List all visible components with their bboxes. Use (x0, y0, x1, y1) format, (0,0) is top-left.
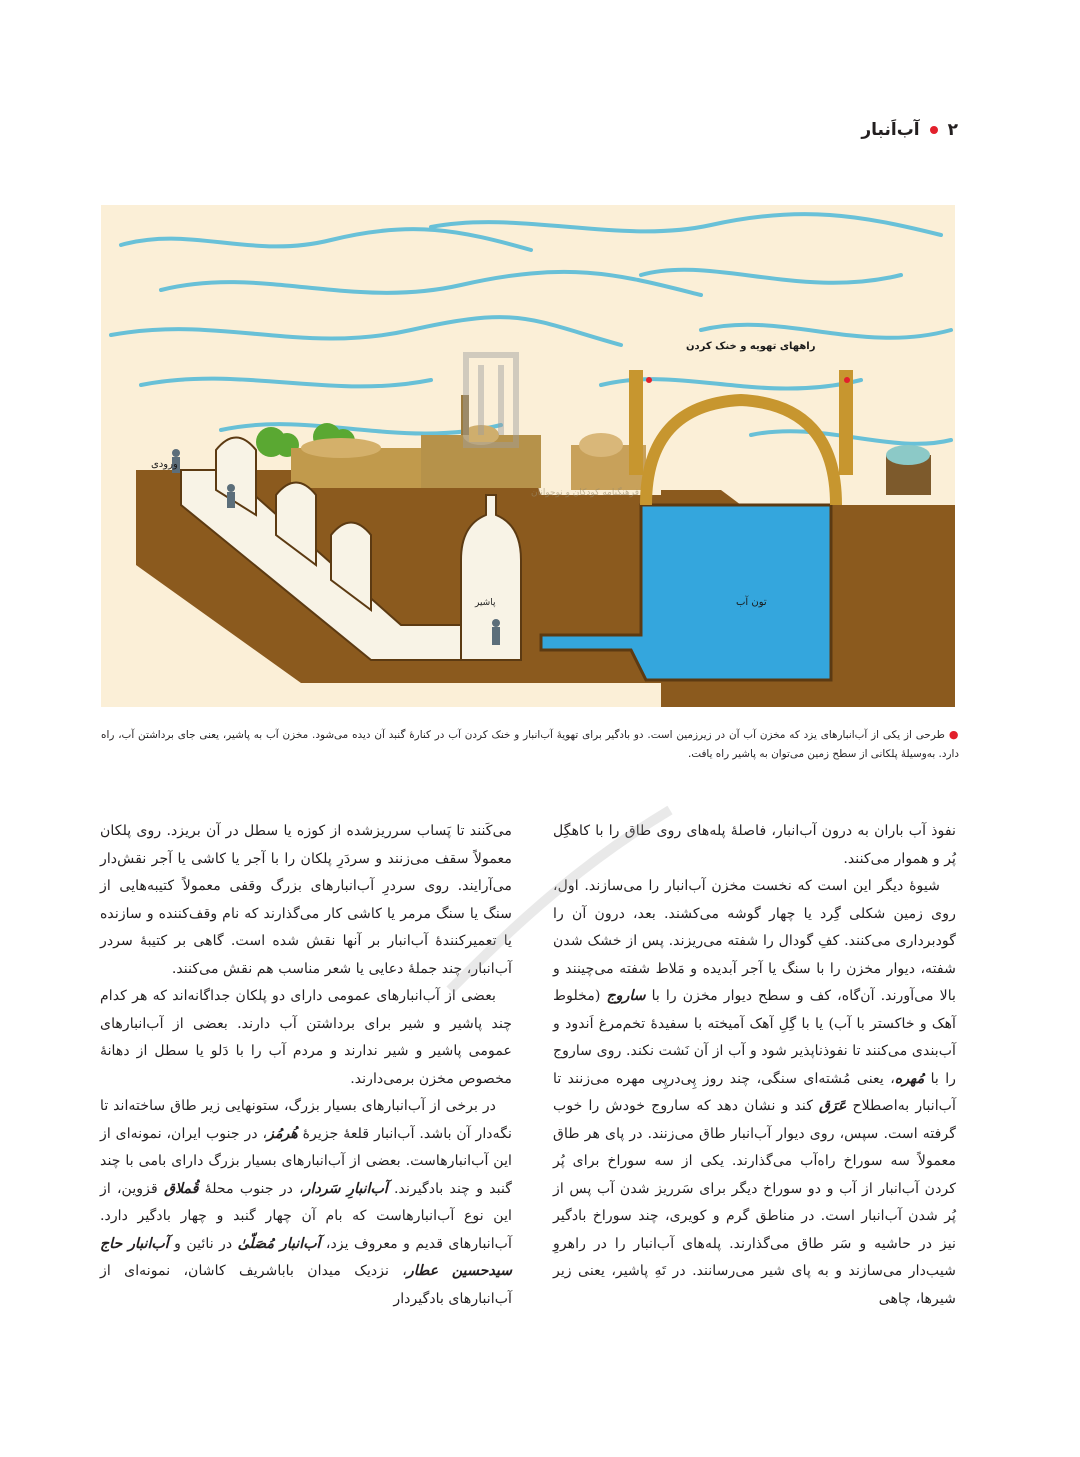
chapter-title: آب‌اَنبار (861, 120, 920, 140)
dome-arch (646, 400, 836, 505)
wind-catcher-right (839, 370, 853, 475)
caption-bullet-icon: ● (948, 728, 959, 741)
red-bullet-icon (930, 126, 938, 134)
ventilation-dot (646, 377, 652, 383)
paragraph: در برخی از آب‌انبارهای بسیار بزرگ، ستونهایی زیر طاق ساخته‌اند تا نگه‌دار آن باشد. آب‌انبار قلعهٔ جزیرهٔ هُرمُز، در جنوب ایران، نمونه‌ای از این آب‌انبارهاست. بعضی از آب‌انبارهای بسیار بزرگ دارای بامی با چند گنبد و چند بادگیرند. آب‌انبارِ سَردار، در جنوب محلهٔ قُملاق قزوین، از این نوع آب‌انبارهاست که بام آن چهار گنبد و چهار بادگیر دارد. آب‌انبارهای قدیم و معروف یزد، آب‌انبار مُصَلّیٰ در نائین و آب‌انبار حاج سیدحسین عطار، نزدیک میدان باباشریف کاشان، نمونه‌ای از آب‌انبارهای بادگیر‌دار (100, 1098, 513, 1307)
label-ventilation: راههای تهویه و خنک کردن (686, 341, 816, 352)
highlight-term: هُرمُز (267, 1125, 298, 1142)
highlight-term: آب‌انبارِ سَردار (303, 1180, 388, 1197)
figure-caption (101, 725, 959, 764)
highlight-term: قُملاق (163, 1180, 199, 1197)
wind-catcher-left (629, 370, 643, 475)
paragraph: می‌کَنند تا پَساب سرریزشده از کوزه یا سطل در آن بریزد. روی پلکان معمولاً سقف می‌زنند و سردَرِ پلکان را با آجر یا کاشی یا آجر نقش‌دار می‌آرایند. روی سردرِ آب‌انبارهای بزرگ وقفی معمولاً کتیبه‌هایی از سنگ یا سنگ مرمر یا کاشی کار می‌گذارند که نام وقف‌کننده و سازنده یا تعمیرکنندهٔ آب‌انبار بر آنها نقش شده است. گاهی بر کتیبهٔ سردر آب‌انبار، چند جملهٔ دعایی یا شعر مناسب هم نقش می‌کنند. (100, 823, 512, 977)
highlight-term: مُهره (894, 1070, 925, 1087)
right-column (553, 818, 956, 1313)
highlight-term: ساروج (606, 988, 646, 1004)
label-water-body: تون آب (736, 597, 767, 608)
left-column (100, 818, 512, 1313)
highlight-term: عَرَق (819, 1098, 847, 1114)
paragraph: بعضی از آب‌انبارهای عمومی دارای دو پلکان جداگانه‌اند که هر کدام چند پاشیر و شیر برای برداشتن آب دارند. بعضی از آب‌انبارهای عمومی پاشیر و شیر ندارند و مردم آب را با دَلو یا سطل از دهانهٔ مخصوص مخزن برمی‌دارند. (100, 988, 512, 1087)
label-pashir: پاشیر (475, 598, 496, 608)
page-number: ۲ (947, 120, 958, 140)
label-entrance: ورودی (151, 459, 178, 470)
figure-watermark-text: فرهنگنامه کودکان و نوجوانان (531, 488, 640, 498)
highlight-term: آب‌انبار مُصَلّیٰ (237, 1235, 321, 1252)
page-header (861, 120, 958, 140)
ab-anbar-cross-section-figure (101, 205, 955, 707)
figure-illustration (101, 205, 955, 707)
wind-swirls (111, 214, 951, 444)
ventilation-dot (844, 377, 850, 383)
highlight-term: آب‌انبار حاج سیدحسین عطار (100, 1235, 513, 1279)
paragraph: شیوهٔ دیگر این است که نخست مخزن آب‌انبار را می‌سازند. اول، روی زمین شکلی گِرد یا چهار گوشه می‌کشند. بعد، درون آن را گودبرداری می‌کنند. کفِ گودال را شفته می‌ریزند. پس از خشک شدن شفته، دیوار مخزن را با سنگ یا آجر آبدیده و مَلاط شفته می‌چینند و بالا می‌آورند. آن‌گاه، کف و سطح دیوار مخزن را با ساروج (مخلوط آهک و خاکستر با آب) یا با گِلِ آهک آمیخته با سفیدهٔ تخم‌مرغ اَندود و آب‌بندی می‌کنند تا نفوذناپذیر شود و آب از آن نَشت نکند. روی ساروج را با مُهره، یعنی مُشته‌ای سنگی، چند روز پِی‌درپِی مهره می‌زنند تا آب‌انبار به‌اصطلاح عَرَق کند و نشان دهد که ساروج خودش را خوب گرفته است. سپس، روی دیوار آب‌انبار طاق می‌زنند. در پای هر طاق معمولاً سه سوراخ راه‌آب می‌گذارند. یکی از سه سوراخ برای پُر کردن آب‌انبار از آب و دو سوراخ دیگر برای سَرریز شدن آب پس از پُر شدن آب‌انبار است. در مناطق گرم و کویری، چند سوراخ بادگیر نیز در حاشیه و سَر طاق می‌گذارند. پله‌های آب‌انبار را در راهروِ شیب‌دار می‌سازند و به پای شیر می‌رسانند. در تَهِ پاشیر، یعنی زیر شیرها، چاهی (553, 878, 957, 1307)
paragraph: نفوذ آب باران به درون آب‌انبار، فاصلهٔ پله‌های روی طاق را با کاهگِل پُر و هموار می‌کنند. (553, 823, 956, 867)
caption-text: طرحی از یکی از آب‌انبارهای یزد که مخزن آب آن در زیرزمین است. دو بادگیر برای تهویهٔ آب‌انبار و خنک کردن آب در کنارهٔ گنبد آن دیده می‌شود. مخزن آب به پاشیر، یعنی جای برداشتن آب، راه دارد. به‌وسیلهٔ پلکانی از سطح زمین می‌توان به پاشیر راه یافت. (101, 729, 959, 760)
